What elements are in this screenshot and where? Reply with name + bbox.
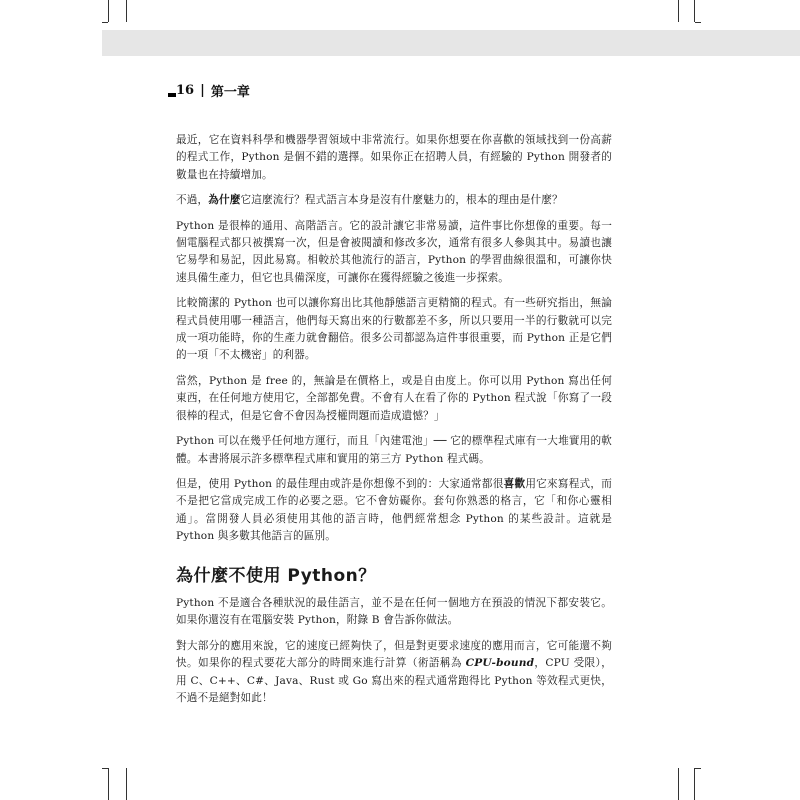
paragraph-9-text: 對大部分的應用來說，它的速度已經夠快了，但是對更要求速度的應用而言，它可能還不夠快。如果你的程式要花大部分的時間來進行計算（術語稱為 xyxy=(176,639,612,670)
paragraph-3: Python 是很棒的通用、高階語言。它的設計讓它非常易讀，這件事比你想像的重要。每一個電腦程式都只被撰寫一次，但是會被閱讀和修改多次，通常有很多人參與其中。易讀也讓它易學和易記，因此易寫。相較於其他流行的語言，Python 的學習曲線很溫和，可讓你快速具備生產力，但它也具備深度，可讓你在獲得經驗之後進一步探索。 xyxy=(176,219,612,284)
crop-mark-top-left-2 xyxy=(126,0,127,22)
crop-mark-bottom-left xyxy=(108,768,109,800)
section-heading: 為什麼不使用 Python？ xyxy=(176,565,376,586)
paragraph-2-text-rest: 它這麼流行？程式語言本身是沒有什麼魅力的，根本的理由是什麼？ xyxy=(240,194,563,207)
paragraph-7-text: 但是，使用 Python 的最佳理由或許是你想像不到的：大家通常都很 xyxy=(176,477,504,490)
page-body xyxy=(176,132,612,715)
crop-mark-bottom-right-h xyxy=(695,768,701,769)
running-head xyxy=(176,80,250,100)
page-number: 16 xyxy=(176,82,195,98)
paragraph-2 xyxy=(176,192,612,209)
crop-mark-top-left-h xyxy=(102,22,108,23)
term-cpu-bound: CPU-bound xyxy=(465,657,535,670)
emphasis-why: 為什麼 xyxy=(208,194,241,207)
chapter-title: 第一章 xyxy=(210,84,250,100)
page-top-band xyxy=(102,30,800,56)
crop-mark-bottom-right-2 xyxy=(694,768,695,800)
paragraph-6: Python 可以在幾乎任何地方運行，而且「內建電池」── 它的標準程式庫有一大堆實用的軟體。本書將展示許多標準程式庫和實用的第三方 Python 程式碼。 xyxy=(176,435,612,465)
running-head-separator: | xyxy=(200,82,205,98)
paragraph-7-text-rest: 用它來寫程式，而不是把它當成完成工作的必要之惡。它不會妨礙你。套句你熟悉的格言，它「和你心靈相通」。當開發人員必須使用其他的語言時，他們經常想念 Python 的某些設計。這就是 Python 與多數其他語言的區別。 xyxy=(176,477,612,543)
crop-mark-top-left xyxy=(108,0,109,22)
paragraph-7 xyxy=(176,476,612,546)
crop-mark-bottom-left-h xyxy=(102,768,108,769)
crop-mark-top-right-h xyxy=(695,22,701,23)
paragraph-5: 當然，Python 是 free 的，無論是在價格上，或是自由度上。你可以用 Python 寫出任何東西，在任何地方使用它，全部都免費。不會有人在看了你的 Python 程式說「你寫了一段很棒的程式，但是它會不會因為授權問題而造成遺憾？」 xyxy=(176,374,612,422)
paragraph-9 xyxy=(176,638,612,708)
crop-mark-top-right xyxy=(678,0,679,22)
running-head-marker xyxy=(168,93,176,97)
crop-mark-bottom-right xyxy=(678,768,679,800)
crop-mark-top-right-2 xyxy=(694,0,695,22)
paragraph-9-text-rest: ，CPU 受限），用 C、C++、C#、Java、Rust 或 Go 寫出來的程式通常跑得比 Python 等效程式更快，不過不是絕對如此！ xyxy=(176,657,612,704)
paragraph-2-text: 不過， xyxy=(176,194,209,207)
paragraph-8: Python 不是適合各種狀況的最佳語言，並不是在任何一個地方在預設的情況下都安裝它。如果你還沒有在電腦安裝 Python，附錄 B 會告訴你做法。 xyxy=(176,596,612,627)
paragraph-4: 比較簡潔的 Python 也可以讓你寫出比其他靜態語言更精簡的程式。有一些研究指出，無論程式員使用哪一種語言，他們每天寫出來的行數都差不多，所以只要用一半的行數就可以完成一項功能時，你的生產力就會翻倍。很多公司都認為這件事很重要，而 Python 正是它們的一項「不太機密」的利器。 xyxy=(176,297,612,362)
emphasis-like: 喜歡 xyxy=(503,477,526,490)
crop-mark-bottom-left-2 xyxy=(126,768,127,800)
paragraph-1: 最近，它在資料科學和機器學習領域中非常流行。如果你想要在你喜歡的領域找到一份高薪的程式工作，Python 是個不錯的選擇。如果你正在招聘人員，有經驗的 Python 開發者的數量也在持續增加。 xyxy=(176,134,612,181)
